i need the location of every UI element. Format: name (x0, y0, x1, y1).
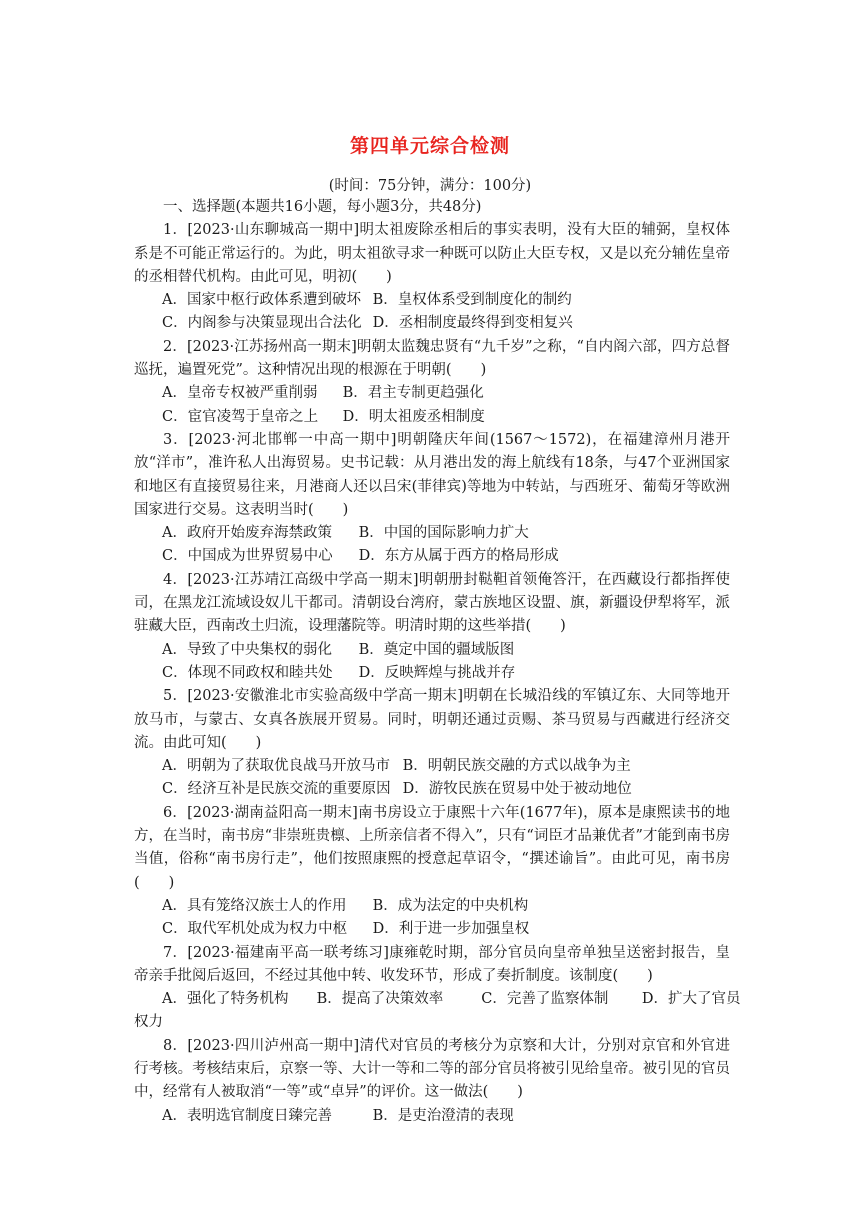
option-row (134, 545, 730, 568)
option: C．取代军机处成为权力中枢 (162, 921, 348, 938)
question-stem: 1．[2023·山东聊城高一期中]明太祖废除丞相后的事实表明，没有大臣的辅弼，皇权体系是不可能正常运行的。为此，明太祖欲寻求一种既可以防止大臣专权，又是以充分辅佐皇帝的丞相替代机构。由此可见，明初( ) (134, 222, 730, 285)
option: B．明朝民族交融的方式以战争为主 (402, 758, 631, 775)
option-row (134, 382, 730, 405)
question-stem: 5．[2023·安徽淮北市实验高级中学高一期末]明朝在长城沿线的军镇辽东、大同等地开放马市，与蒙古、女真各族展开贸易。同时，明朝还通过贡赐、茶马贸易与西藏进行经济交流。由此可知( ) (134, 688, 730, 751)
option: B．皇权体系受到制度化的制约 (372, 292, 572, 309)
option-row (134, 988, 741, 1011)
document-body (134, 196, 741, 1128)
question-stem: 6．[2023·湖南益阳高一期末]南书房设立于康熙十六年(1677年)，原本是康熙读书的地方，在当时，南书房“非崇班贵檩、上所亲信者不得入”，只有“词臣才品兼优者”才能到南书房当值，俗称“南书房行走”，他们按照康熙的授意起草诏令，“撰述谕旨”。由此可见，南书房( ) (134, 804, 730, 891)
exam-meta: (时间：75分钟，满分：100分) (328, 178, 532, 194)
option: A．表明选官制度日臻完善 (162, 1107, 332, 1124)
option: A．具有笼络汉族士人的作用 (162, 897, 347, 914)
option-row (134, 289, 730, 312)
option: C．宦官凌驾于皇帝之上 (162, 408, 319, 425)
option-row (134, 312, 730, 335)
option-continuation: 权力 (134, 1014, 163, 1031)
option: D．游牧民族在贸易中处于被动地位 (402, 781, 632, 798)
option-row (134, 895, 730, 918)
option: B．中国的国际影响力扩大 (358, 525, 529, 542)
option: D．扩大了官员 (641, 991, 741, 1008)
question-stem: 3．[2023·河北邯郸一中高一期中]明朝隆庆年间(1567～1572)，在福建漳州月港开放“洋市”，准许私人出海贸易。史书记载：从月港出发的海上航线有18条，与47个亚洲国家和地区有直接贸易往来，月港商人还以吕宋(菲律宾)等地为中转站，与西班牙、葡萄牙等欧洲国家进行交易。这表明当时( ) (134, 431, 730, 518)
option-row (134, 406, 730, 429)
option: A．导致了中央集权的弱化 (162, 641, 332, 658)
option: A．皇帝专权被严重削弱 (162, 385, 318, 402)
option: B．是吏治澄清的表现 (372, 1107, 514, 1124)
option-row (134, 1105, 730, 1128)
option: B．君主专制更趋强化 (342, 385, 484, 402)
option-row (134, 755, 730, 778)
question-stem: 2．[2023·江苏扬州高一期末]明朝太监魏忠贤有“九千岁”之称，“自内阁六部，四方总督巡抚，遍置死党”。这种情况出现的根源在于明朝( ) (134, 338, 730, 379)
option-row (134, 522, 730, 545)
option: A．明朝为了获取优良战马开放马市 (162, 758, 390, 775)
question-stem: 7．[2023·福建南平高一联考练习]康雍乾时期，部分官员向皇帝单独呈送密封报告，皇帝亲手批阅后返回，不经过其他中转、收发环节，形成了奏折制度。该制度( ) (134, 944, 730, 984)
option: C．完善了监察体制 (481, 991, 609, 1008)
option-row (134, 639, 730, 662)
option: D．东方从属于西方的格局形成 (358, 548, 559, 565)
option: C．体现不同政权和睦共处 (162, 664, 333, 681)
option: B．成为法定的中央机构 (372, 897, 529, 914)
option: D．丞相制度最终得到变相复兴 (372, 315, 573, 332)
page-title: 第四单元综合检测 (349, 135, 510, 157)
option-row (134, 918, 730, 941)
option: A．国家中枢行政体系遭到破坏 (162, 292, 361, 309)
option: D．利于进一步加强皇权 (372, 921, 530, 938)
option: D．明太祖废丞相制度 (342, 408, 485, 425)
option: C．经济互补是民族交流的重要原因 (162, 781, 391, 798)
option: C．内阁参与决策显现出合法化 (162, 315, 362, 332)
option: A．政府开始废弃海禁政策 (162, 525, 332, 542)
option: A．强化了特务机构 (162, 991, 289, 1008)
section-heading: 一、选择题(本题共16小题，每小题3分，共48分) (163, 199, 482, 215)
question-stem: 8．[2023·四川泸州高一期中]清代对官员的考核分为京察和大计，分别对京官和外官进行考核。考核结束后，京察一等、大计一等和二等的部分官员将被引见给皇帝。被引见的官员中，经常有人被取消“一等”或“卓异”的评价。这一做法( ) (134, 1037, 730, 1101)
option-row (134, 778, 730, 801)
option: B．奠定中国的疆域版图 (358, 641, 515, 658)
option: C．中国成为世界贸易中心 (162, 548, 333, 565)
option: D．反映辉煌与挑战并存 (358, 664, 516, 681)
option-row (134, 662, 730, 685)
question-stem: 4．[2023·江苏靖江高级中学高一期末]明朝册封鞑靼首领俺答汗，在西藏设行都指挥使司，在黑龙江流域设奴儿干都司。清朝设台湾府，蒙古族地区设盟、旗，新疆设伊犁将军，派驻藏大臣，西南改土归流，设理藩院等。明清时期的这些举措( ) (134, 571, 730, 635)
option: B．提高了决策效率 (316, 991, 444, 1008)
